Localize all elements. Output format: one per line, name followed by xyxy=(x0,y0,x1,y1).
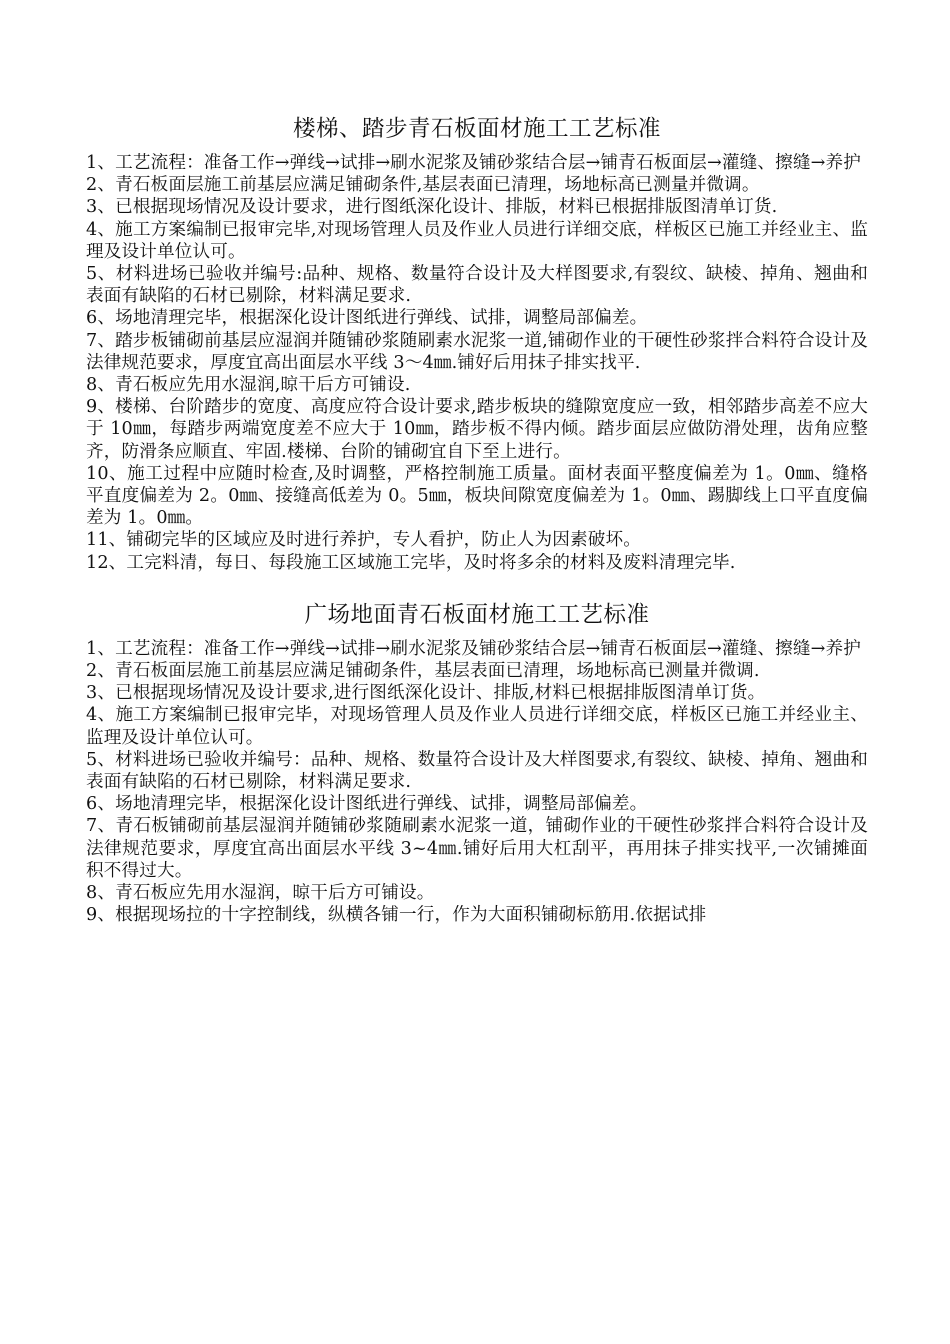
list-item: 11、铺砌完毕的区域应及时进行养护，专人看护，防止人为因素破坏。 xyxy=(86,530,642,551)
list-item: 12、工完料清，每日、每段施工区域施工完毕，及时将多余的材料及废料清理完毕. xyxy=(86,552,736,573)
section-title-stairs: 楼梯、踏步青石板面材施工工艺标准 xyxy=(292,116,661,142)
list-item: 2、青石板面层施工前基层应满足铺砌条件,基层表面已清理，场地标高已测量并微调。 xyxy=(86,175,760,196)
list-item: 5、材料进场已验收并编号:品种、规格、数量符合设计及大样图要求,有裂纹、缺棱、掉角、翘曲和表面有缺陷的石材已剔除，材料满足要求. xyxy=(86,264,868,307)
list-item: 8、青石板应先用水湿润，晾干后方可铺设。 xyxy=(86,883,435,904)
list-item: 1、工艺流程：准备工作→弹线→试排→刷水泥浆及铺砂浆结合层→铺青石板面层→灌缝、擦缝→养护 xyxy=(86,153,861,173)
list-item: 4、施工方案编制已报审完毕，对现场管理人员及作业人员进行详细交底，样板区已施工并经业主、监理及设计单位认可。 xyxy=(86,705,868,748)
list-item: 4、施工方案编制已报审完毕,对现场管理人员及作业人员进行详细交底，样板区已施工并经业主、监理及设计单位认可。 xyxy=(86,219,868,262)
list-item: 8、青石板应先用水湿润,晾干后方可铺设. xyxy=(86,375,411,396)
list-item: 9、根据现场拉的十字控制线，纵横各铺一行，作为大面积铺砌标筋用.依据试排 xyxy=(86,905,707,926)
list-item: 1、工艺流程：准备工作→弹线→试排→刷水泥浆及铺砂浆结合层→铺青石板面层→灌缝、擦缝→养护 xyxy=(86,638,861,659)
list-item: 7、青石板铺砌前基层湿润并随铺砂浆随刷素水泥浆一道，铺砌作业的干硬性砂浆拌合料符合设计及法律规范要求，厚度宜高出面层水平线 3~4㎜.铺好后用大杠刮平，再用抹子排实找平,一次铺摊面积不得过大。 xyxy=(86,816,868,881)
list-item: 9、楼梯、台阶踏步的宽度、高度应符合设计要求,踏步板块的缝隙宽度应一致，相邻踏步高差不应大于 10㎜，每踏步两端宽度差不应大于 10㎜，踏步板不得内倾。踏步面层应做防滑处理，齿角应整齐，防滑条应顺直、牢固.楼梯、台阶的铺砌宜自下至上进行。 xyxy=(86,397,868,462)
list-item: 5、材料进场已验收并编号：品种、规格、数量符合设计及大样图要求,有裂纹、缺棱、掉角、翘曲和表面有缺陷的石材已剔除，材料满足要求. xyxy=(86,749,868,793)
list-item: 6、场地清理完毕，根据深化设计图纸进行弹线、试排，调整局部偏差。 xyxy=(86,794,648,815)
document-page xyxy=(86,110,868,927)
list-item: 6、场地清理完毕，根据深化设计图纸进行弹线、试排，调整局部偏差。 xyxy=(86,308,648,329)
section-stairs-items xyxy=(86,152,868,574)
section-title-plaza: 广场地面青石板面材施工工艺标准 xyxy=(304,601,650,628)
list-item: 7、踏步板铺砌前基层应湿润并随铺砂浆随刷素水泥浆一道,铺砌作业的干硬性砂浆拌合料符合设计及法律规范要求，厚度宜高出面层水平线 3～4㎜.铺好后用抹子排实找平. xyxy=(86,330,868,373)
list-item: 3、已根据现场情况及设计要求,进行图纸深化设计、排版,材料已根据排版图清单订货。 xyxy=(86,683,766,704)
list-item: 3、已根据现场情况及设计要求，进行图纸深化设计、排版，材料已根据排版图清单订货. xyxy=(86,197,778,218)
list-item: 2、青石板面层施工前基层应满足铺砌条件，基层表面已清理，场地标高已测量并微调. xyxy=(86,661,760,682)
list-item: 10、施工过程中应随时检查,及时调整，严格控制施工质量。面材表面平整度偏差为 1。0㎜、缝格平直度偏差为 2。0㎜、接缝高低差为 0。5㎜，板块间隙宽度偏差为 1。0㎜、踢脚线上口平直度偏差为 1。0㎜。 xyxy=(86,463,868,529)
section-plaza-items xyxy=(86,638,868,927)
